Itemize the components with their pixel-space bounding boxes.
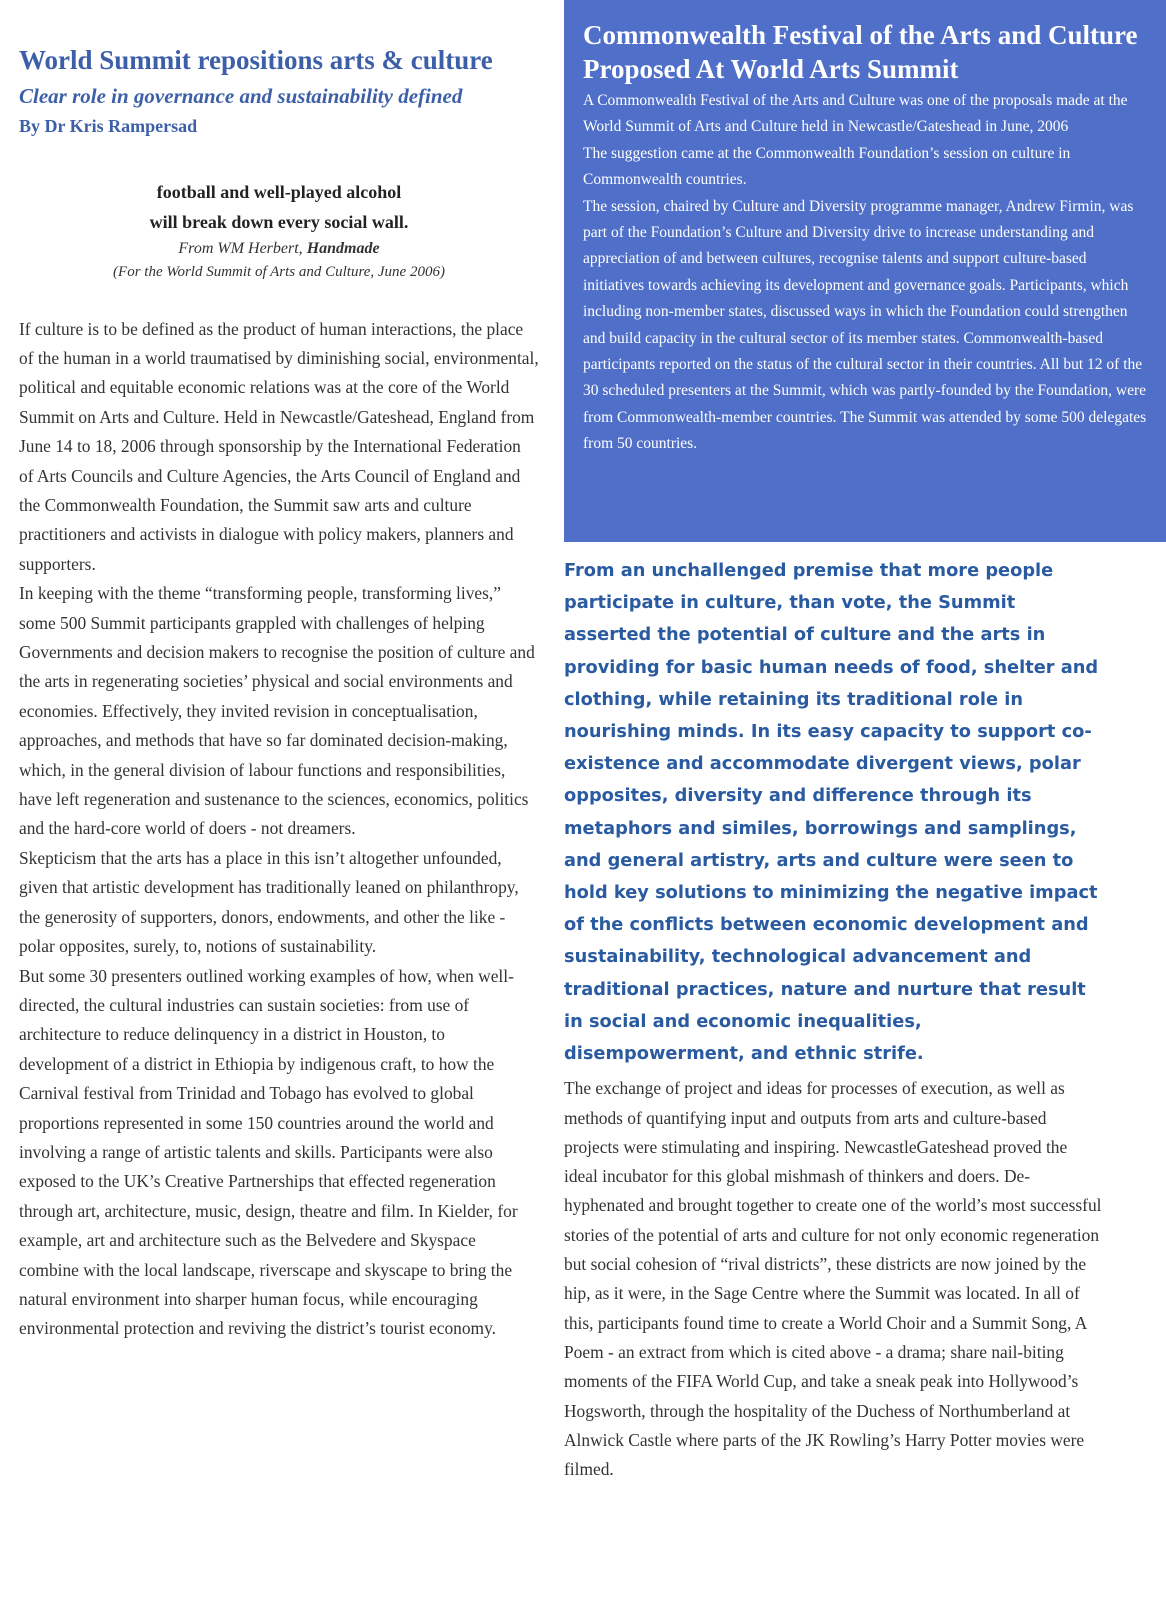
sidebar-paragraph: The suggestion came at the Commonwealth Foundation’s session on culture in Commonwealth countries. <box>583 144 1071 189</box>
right-column-body <box>564 1074 1104 1484</box>
right-column <box>564 555 1104 1484</box>
sidebar-paragraph: A Commonwealth Festival of the Arts and Culture was one of the proposals made at the World Summit of Arts and Culture held in Newcastle/Gateshead in June, 2006 <box>583 92 1128 136</box>
body-paragraph: But some 30 presenters outlined working examples of how, when well-directed, the cultural industries can sustain societies: from use of architecture to reduce delinquency in a district in Houston, to development of a district in Ethiopia by indigenous craft, to how the Carnival festival from Trinidad and Tobago has evolved to global proportions represented in some 150 countries around the world and involving a range of artistic talents and skills. Participants were also exposed to the UK’s Creative Partnerships that effected regeneration through art, architecture, music, design, theatre and film. In Kielder, for example, art and architecture such as the Belvedere and Skyspace combine with the local landscape, riverscape and skyscape to bring the natural environment into sharper human focus, while encouraging environmental protection and reviving the district’s tourist economy. <box>19 965 518 1339</box>
body-paragraph: In keeping with the theme “transforming people, transforming lives,” some 500 Summit participants grappled with challenges of helping Governments and decision makers to recognise the position of culture and the arts in regenerating societies’ physical and social environments and economies. Effectively, they invited revision in conceptualisation, approaches, and methods that have so far dominated decision-making, which, in the general division of labour functions and responsibilities, have left regeneration and sustenance to the sciences, economics, politics and the hard-core world of doers - not dreamers. <box>19 583 535 839</box>
body-paragraph: The exchange of project and ideas for processes of execution, as well as methods of quantifying input and outputs from arts and culture-based projects were stimulating and inspiring. NewcastleGateshead proved the ideal incubator for this global mishmash of thinkers and doers. De-hyphenated and brought together to create one of the world’s most successful stories of the potential of arts and culture for not only economic regeneration but social cohesion of “rival districts”, these districts are now joined by the hip, as it were, in the Sage Centre where the Summit was located. In all of this, participants found time to create a World Choir and a Summit Song, A Poem - an extract from which is cited above - a drama; share nail-biting moments of the FIFA World Cup, and take a sneak peak into Hollywood’s Hogsworth, through the hospitality of the Duchess of Northumberland at Alnwick Castle where parts of the JK Rowling’s Harry Potter movies were filmed. <box>564 1078 1102 1480</box>
epigraph <box>19 177 539 283</box>
epigraph-line-1: football and well-played alcohol <box>156 181 402 202</box>
sidebar-box-title: Commonwealth Festival of the Arts and Culture Proposed At World Arts Summit <box>583 20 1138 84</box>
sidebar-box-body <box>583 88 1148 458</box>
sidebar-paragraph: The session, chaired by Culture and Diversity programme manager, Andrew Firmin, was part of the Foundation’s Culture and Diversity drive to increase understanding and appreciation of and between cultures, recognise talents and support culture-based initiatives towards achieving its development and governance goals. Participants, which including non-member states, discussed ways in which the Foundation could strengthen and build capacity in the cultural sector of its member states. Commonwealth-based participants reported on the status of the cultural sector in their countries. All but 12 of the 30 scheduled presenters at the Summit, which was partly-founded by the Foundation, were from Commonwealth-member countries. The Summit was attended by some 500 delegates from 50 countries. <box>583 197 1147 453</box>
article-subhead: Clear role in governance and sustainability defined <box>19 84 463 109</box>
article-byline: By Dr Kris Rampersad <box>19 115 198 136</box>
epigraph-source-prefix: From WM Herbert, <box>178 239 303 257</box>
epigraph-note: (For the World Summit of Arts and Culture, June 2006) <box>113 263 445 280</box>
pull-quote: From an unchallenged premise that more people participate in culture, than vote, the Summit asserted the potential of culture and the arts in providing for basic human needs of food, shelter and clothing, while retaining its traditional role in nourishing minds. In its easy capacity to support co-existence and accommodate divergent views, polar opposites, diversity and difference through its metaphors and similes, borrowings and samplings, and general artistry, arts and culture were seen to hold key solutions to minimizing the negative impact of the conflicts between economic development and sustainability, technological advancement and traditional practices, nature and nurture that result in social and economic inequalities, disempowerment, and ethnic strife. <box>564 560 1099 1065</box>
epigraph-source <box>19 237 539 261</box>
body-paragraph: If culture is to be defined as the product of human interactions, the place of the human in a world traumatised by diminishing social, environmental, political and equitable economic relations was at the core of the World Summit on Arts and Culture. Held in Newcastle/Gateshead, England from June 14 to 18, 2006 through sponsorship by the International Federation of Arts Councils and Culture Agencies, the Arts Council of England and the Commonwealth Foundation, the Summit saw arts and culture practitioners and activists in dialogue with policy makers, planners and supporters. <box>19 318 539 574</box>
epigraph-line-2: will break down every social wall. <box>149 211 409 232</box>
body-paragraph: Skepticism that the arts has a place in this isn’t altogether unfounded, given that artistic development has traditionally leaned on philanthropy, the generosity of supporters, donors, endowments, and other the like - polar opposites, surely, to, notions of sustainability. <box>19 847 519 957</box>
article-headline: World Summit repositions arts & culture <box>19 45 493 75</box>
sidebar-box <box>564 0 1166 542</box>
main-article <box>19 44 539 1344</box>
epigraph-source-title: Handmade <box>306 239 380 257</box>
article-body <box>19 315 539 1344</box>
